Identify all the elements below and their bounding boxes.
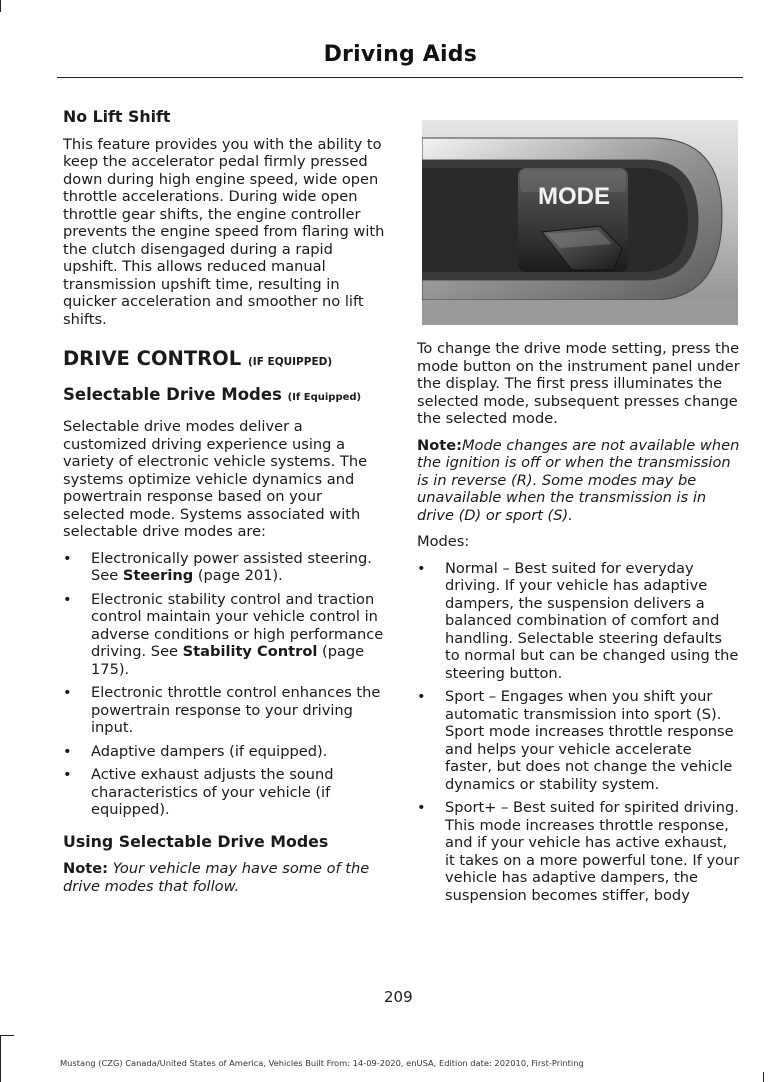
modes-suffix: (If Equipped) (287, 391, 362, 403)
bullet-icon: • (417, 799, 426, 816)
page-number: 209 (384, 988, 413, 1006)
note-text: Your vehicle may have some of the drive modes that follow. (63, 860, 370, 895)
list-item (63, 684, 385, 737)
list-item-text: Active exhaust adjusts the sound characteristics of your vehicle (if equipped). (91, 766, 334, 818)
list-item (63, 743, 385, 761)
note-label: Note: (417, 436, 462, 454)
mode-button-photo (422, 120, 738, 325)
left-note (63, 860, 385, 895)
list-item-text: Electronic stability control and traction control maintain your vehicle control in adverse conditions or high performance driving. See (91, 590, 384, 660)
bullet-icon: • (63, 549, 72, 567)
drive-control-title: DRIVE CONTROL (63, 347, 242, 370)
crop-mark (0, 1035, 1, 1082)
page-ref: (page 175). (91, 643, 365, 678)
left-column (63, 108, 385, 904)
list-item-text: Electronic throttle control enhances the powertrain response to your driving input. (91, 684, 381, 736)
mode-button-illustration (422, 120, 738, 325)
list-item (417, 560, 740, 683)
right-note (417, 437, 740, 525)
systems-list (63, 550, 385, 819)
note-text: Mode changes are not available when the ignition is off or when the transmission is in reverse (R). Some modes may be unavailable when the transmission is in drive (D) or sport (S). (417, 436, 740, 524)
page-ref: (page 201). (193, 567, 283, 584)
bullet-icon: • (417, 688, 426, 705)
list-item (63, 550, 385, 585)
list-item (63, 591, 385, 679)
change-mode-paragraph: To change the drive mode setting, press the mode button on the instrument panel under the display. The first press illuminates the selected mode, subsequent presses change the selected mode. (417, 340, 740, 427)
sport-mode-text: Sport – Engages when you shift your automatic transmission into sport (S). Sport mode increases throttle response and helps your vehicle accelerate faster, but does not change the vehicle dynamics or stability system. (445, 688, 734, 793)
list-item-text: Electronically power assisted steering. See (91, 549, 372, 584)
sport-plus-mode-text: Sport+ – Best suited for spirited driving. This mode increases throttle response, and if your vehicle has active exhaust, it takes on a more powerful tone. If your vehicle has adaptive dampers, the suspension becomes stiffer, body (445, 799, 740, 904)
bullet-icon: • (63, 590, 72, 608)
modes-label: Modes: (417, 533, 470, 550)
note-label: Note: (63, 860, 108, 877)
bullet-icon: • (63, 684, 72, 701)
header-divider (57, 77, 743, 78)
steering-link[interactable]: Steering (122, 567, 194, 584)
crop-mark (0, 0, 1, 12)
list-item (417, 799, 740, 904)
drive-control-heading (63, 347, 385, 372)
page-title: Driving Aids (323, 42, 477, 67)
modes-intro-paragraph: Selectable drive modes deliver a customized driving experience using a variety of electronic vehicle systems. The systems optimize vehicle dynamics and powertrain response based on your selected mode. Systems associated with selectable drive modes are: (63, 418, 368, 540)
list-item (63, 766, 385, 819)
bullet-icon: • (63, 766, 72, 783)
modes-title: Selectable Drive Modes (63, 384, 282, 404)
stability-control-link[interactable]: Stability Control (182, 643, 318, 660)
footer-text: Mustang (CZG) Canada/United States of America, Vehicles Built From: 14-09-2020, enUSA, Edition date: 202010, First-Printing (60, 1058, 584, 1068)
using-modes-heading: Using Selectable Drive Modes (63, 831, 329, 851)
crop-mark (763, 1072, 764, 1082)
right-column (417, 340, 740, 914)
normal-mode-text: Normal – Best suited for everyday driving. If your vehicle has adaptive dampers, the suspension delivers a balanced combination of comfort and handling. Selectable steering defaults to normal but can be changed using the steering button. (445, 559, 739, 682)
crop-mark (0, 1035, 14, 1036)
bullet-icon: • (417, 559, 426, 577)
bullet-icon: • (63, 742, 72, 760)
no-lift-shift-body: This feature provides you with the ability to keep the accelerator pedal firmly pressed down during high engine speed, wide open throttle accelerations. During wide open throttle gear shifts, the engine controller prevents the engine speed from flaring with the clutch disengaged during a rapid upshift. This allows reduced manual transmission upshift time, resulting in quicker acceleration and smoother no lift shifts. (63, 135, 385, 328)
mode-button-label: MODE (538, 183, 610, 210)
modes-list (417, 560, 740, 905)
no-lift-shift-heading: No Lift Shift (63, 107, 171, 126)
list-item-text: Adaptive dampers (if equipped). (91, 742, 328, 760)
list-item (417, 688, 740, 793)
selectable-drive-modes-heading (63, 386, 385, 407)
drive-control-suffix: (IF EQUIPPED) (247, 356, 333, 368)
